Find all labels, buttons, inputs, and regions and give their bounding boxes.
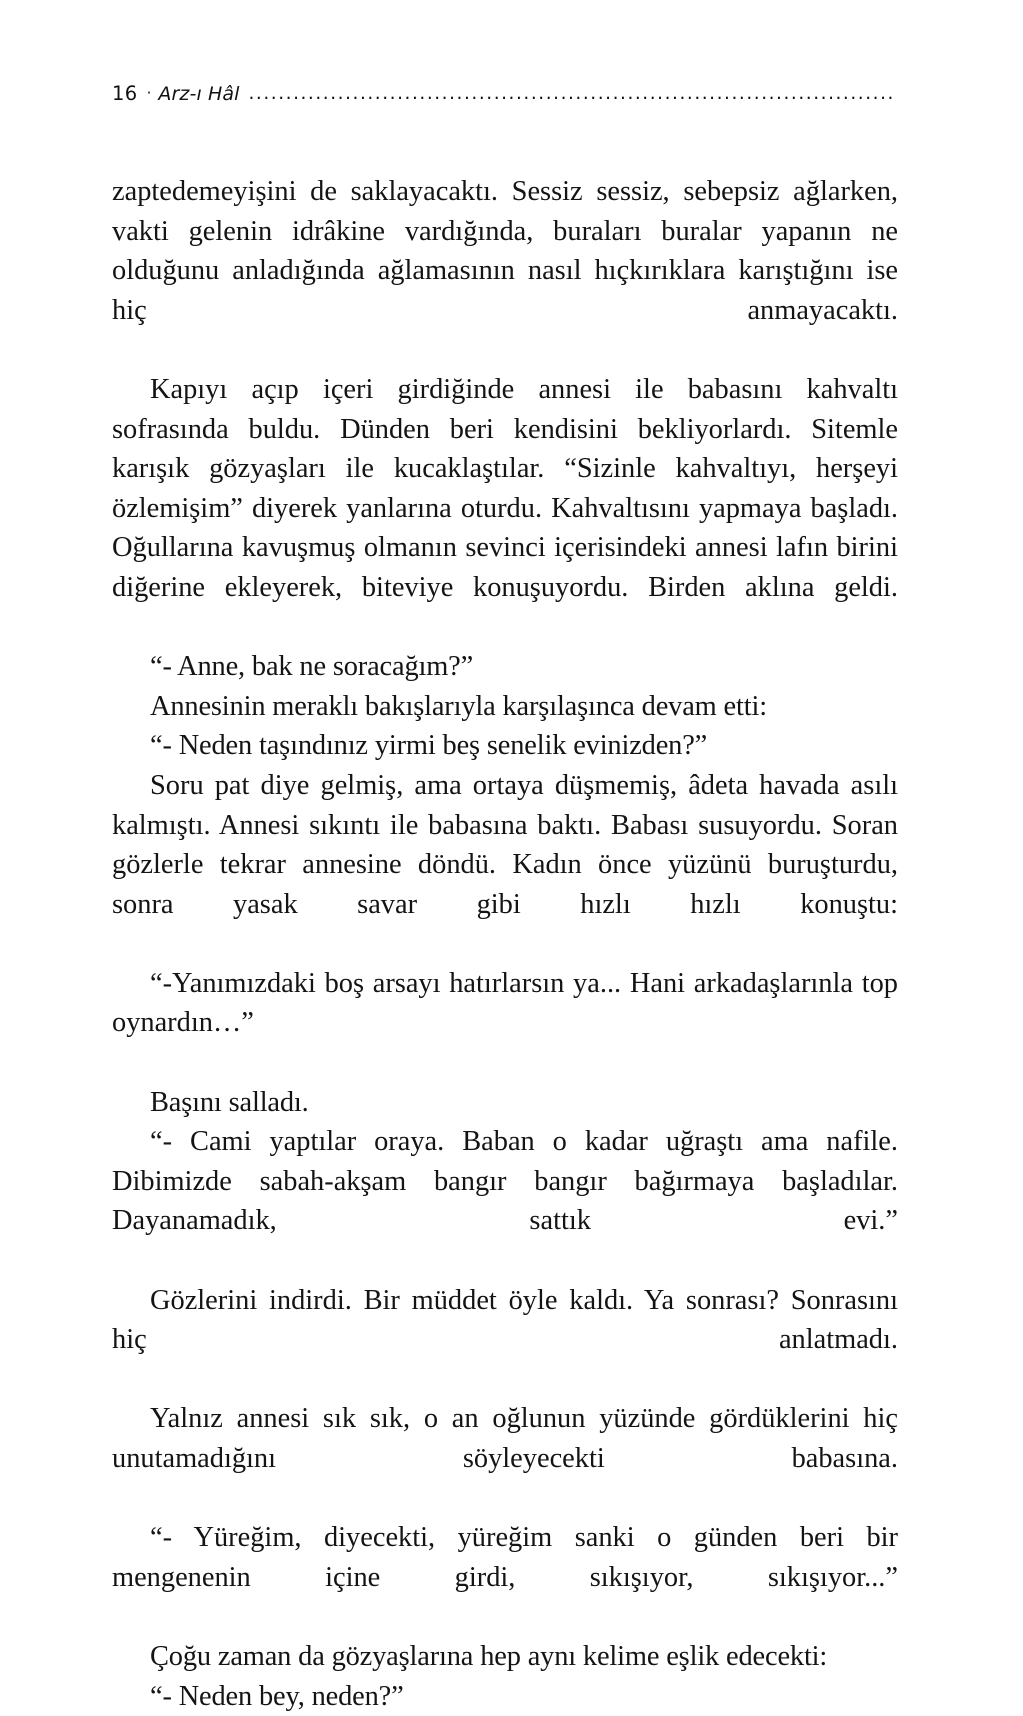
paragraph: Soru pat diye gelmiş, ama ortaya düşmemiş, âdeta havada asılı kalmıştı. Annesi sıkıntı ile babasına baktı. Babası susuyordu. Soran gözlerle tekrar annesine döndü. Kadın önce yüzünü buruşturdu, sonra yasak savar gibi hızlı hızlı konuştu: bbox=[112, 769, 898, 920]
paragraph: “- Yüreğim, diyecekti, yüreğim sanki o günden beri bir mengenenin içine girdi, sıkışıyor, sıkışıyor...” bbox=[112, 1522, 898, 1593]
page-number: 16 bbox=[112, 82, 138, 105]
paragraph: “- Neden bey, neden?” bbox=[150, 1680, 404, 1712]
header-separator: · bbox=[146, 84, 152, 102]
paragraph: zaptedemeyişini de saklayacaktı. Sessiz sessiz, sebepsiz ağlarken, vakti gelenin idrâkine vardığında, buraları buralar yapanın ne olduğunu anladığında ağlamasının nasıl hıçkırıklara karıştığını ise hiç anmayacaktı. bbox=[112, 176, 898, 326]
paragraph: Gözlerini indirdi. Bir müddet öyle kaldı. Ya sonrası? Sonrasını hiç anlatmadı. bbox=[112, 1284, 898, 1356]
paragraph: “- Anne, bak ne soracağım?” bbox=[150, 651, 474, 683]
paragraph: “- Neden taşındınız yirmi beş senelik evinizden?” bbox=[150, 730, 708, 762]
header-leader-dots: ....................................................................................... bbox=[248, 85, 895, 104]
book-title: Arz-ı Hâl bbox=[158, 83, 240, 105]
body-text bbox=[112, 172, 898, 1716]
paragraph: Başını salladı. bbox=[150, 1086, 309, 1118]
paragraph: Kapıyı açıp içeri girdiğinde annesi ile babasını kahvaltı sofrasında buldu. Dünden beri kendisini bekliyorlardı. Sitemle karışık gözyaşları ile kucaklaştılar. “Sizinle kahvaltıyı, herşeyi özlemişim” diyerek yanlarına oturdu. Kahvaltısını yapmaya başladı. Oğullarına kavuşmuş olmanın sevinci içerisindeki annesi lafın birini diğerine ekleyerek, biteviye konuşuyordu. Birden aklına geldi. bbox=[112, 373, 898, 603]
paragraph: “-Yanımızdaki boş arsayı hatırlarsın ya... Hani arkadaşlarınla top oynardın…” bbox=[112, 967, 898, 1039]
running-header bbox=[112, 82, 898, 112]
paragraph: Annesinin meraklı bakışlarıyla karşılaşınca devam etti: bbox=[150, 690, 767, 722]
paragraph: Çoğu zaman da gözyaşlarına hep aynı kelime eşlik edecekti: bbox=[150, 1640, 828, 1672]
paragraph: Yalnız annesi sık sık, o an oğlunun yüzünde gördüklerini hiç unutamadığını söyleyecekti babasına. bbox=[112, 1403, 898, 1474]
paragraph: “- Cami yaptılar oraya. Baban o kadar uğraştı ama nafile. Dibimizde sabah-akşam bangır bangır bağırmaya başladılar. Dayanamadık, sattık evi.” bbox=[112, 1126, 898, 1237]
